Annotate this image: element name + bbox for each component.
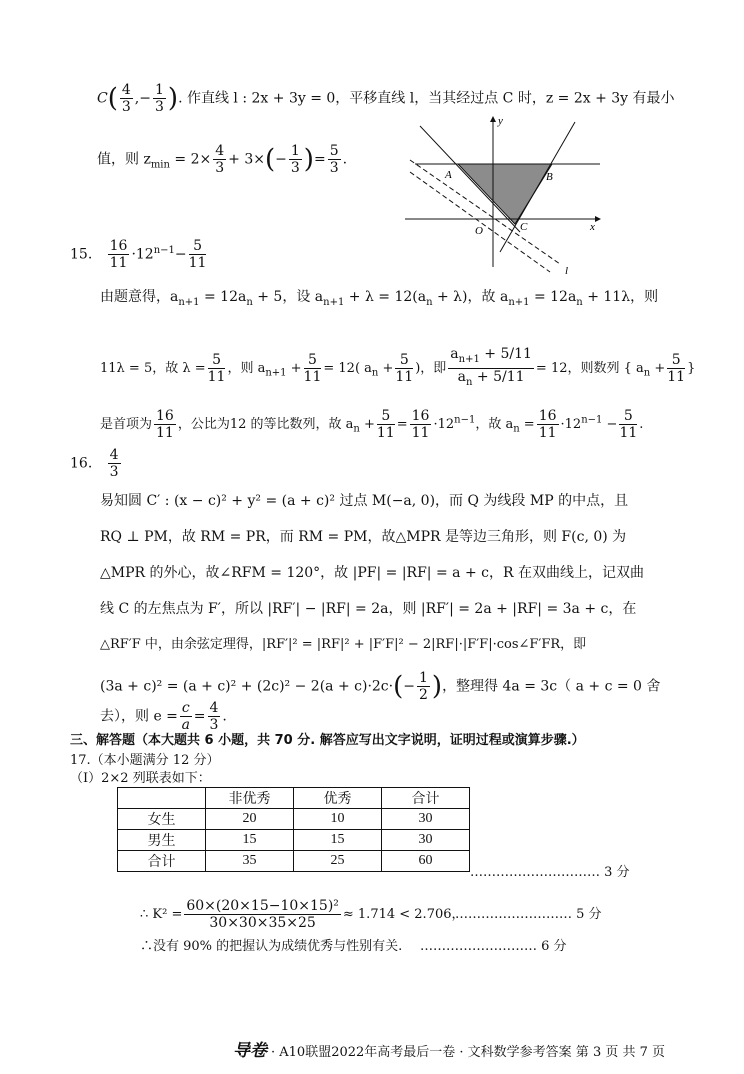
points-3: ………………………… 3 分 bbox=[470, 865, 630, 880]
fraction: $\frac{5}{11}$ bbox=[303, 351, 322, 385]
table-row bbox=[118, 830, 470, 851]
label-B: B bbox=[546, 171, 553, 183]
fraction: $\frac{\text{60×(20×15−10×15)²}}{30\times 30\times 35\times 25}$ bbox=[186, 898, 339, 931]
label-x: x bbox=[590, 221, 595, 233]
contingency-table bbox=[117, 787, 470, 872]
fraction: $\frac{5}{11}$ bbox=[376, 408, 395, 441]
table-cell: 合计 bbox=[382, 788, 470, 809]
table-cell: 20 bbox=[206, 809, 294, 830]
fraction: $\frac{5}{11}$ bbox=[395, 351, 414, 385]
fraction: $\frac{16}{11}$ bbox=[109, 238, 128, 271]
fraction: $\frac{1}{2}$ bbox=[418, 670, 428, 703]
p16-line4: 线 C 的左焦点为 F′，所以 |RF′| − |RF| = 2a，则 |RF′| = 2a + |RF| = 3a + c，在 bbox=[100, 601, 637, 617]
table-cell: 60 bbox=[382, 851, 470, 872]
p17-sub1: （Ⅰ）2×2 列联表如下： bbox=[70, 771, 211, 786]
fraction: $\frac{5}{11}$ bbox=[619, 408, 638, 441]
fraction: $\frac{4}{3}$ bbox=[109, 447, 119, 480]
fraction: $\frac{16}{11}$ bbox=[538, 408, 557, 441]
table-cell: 30 bbox=[382, 809, 470, 830]
p16-line7: 去），则 e = $\frac{c}{a}$ = $\frac{4}{3}$ . bbox=[100, 700, 227, 733]
table-cell: 男生 bbox=[118, 830, 206, 851]
p16-line1: 易知圆 C′ : (x − c)² + y² = (a + c)² 过点 M(−a, 0)，而 Q 为线段 MP 的中点，且 bbox=[100, 493, 629, 509]
p16-line3: △MPR 的外心，故∠RFM = 120°，故 |PF| = |RF| = a + c，R 在双曲线上，记双曲 bbox=[100, 565, 644, 581]
feasible-region-graph bbox=[400, 112, 610, 277]
p14-line1: C( $\frac{4}{3}$ ,− $\frac{1}{3}$ ). 作直线 l : 2x + 3y = 0，平移直线 l，当其经过点 C 时，z = 2x + 3y 有最小 bbox=[97, 82, 675, 115]
p16-line5: △RF′F 中，由余弦定理得，|RF′|² = |RF|² + |F′F|² − 2|RF|·|F′F|·cos∠F′FR，即 bbox=[100, 637, 587, 652]
p15-line3: 是首项为 $\frac{16}{11}$ ，公比为12 的等比数列，故 $a_n$ + $\frac{5}{11}$ = $\frac{16}{11}$ $\cdot 12^{n-1}$，故 $a_n$ = $\frac{16}{11}$ $\cdot 12^{n-1}$ − $\frac{5}{11}$ . bbox=[100, 408, 644, 441]
section-heading: 三、解答题（本大题共 6 小题，共 70 分. 解答应写出文字说明，证明过程或演算步骤.） bbox=[70, 733, 585, 748]
fraction: $\frac{16}{11}$ bbox=[411, 408, 430, 441]
table-row bbox=[118, 851, 470, 872]
table-cell: 10 bbox=[294, 809, 382, 830]
fraction: $\frac{5}{11}$ bbox=[188, 238, 207, 271]
fraction: $\frac{5}{3}$ bbox=[329, 143, 339, 176]
fraction: $\frac{5}{11}$ bbox=[207, 351, 226, 385]
table-cell: 30 bbox=[382, 830, 470, 851]
conclusion: ∴没有 90% 的把握认为成绩优秀与性别有关. bbox=[140, 939, 403, 954]
points-6: ……………………… 6 分 bbox=[420, 939, 567, 954]
fraction: $\frac{4}{3}$ bbox=[121, 82, 131, 115]
fraction: $\frac{1}{3}$ bbox=[290, 143, 300, 176]
table-cell bbox=[118, 788, 206, 809]
compound-fraction: $\frac{a_{n+1} + 5/11}{a_n + 5/11}$ bbox=[450, 346, 532, 388]
p15-line1: 由题意得，$a_{n+1} = 12a_n + 5$，设 $a_{n+1} + \lambda = 12(a_n + \lambda)$，故 $a_{n+1} = 12a_n + 11\lambda$，则 bbox=[100, 289, 659, 308]
table-cell: 15 bbox=[294, 830, 382, 851]
table-cell: 15 bbox=[206, 830, 294, 851]
p16-answer: 16. $\frac{4}{3}$ bbox=[70, 447, 119, 480]
fraction: $\frac{16}{11}$ bbox=[156, 408, 174, 441]
p16-line2: RQ ⊥ PM，故 RM = PR，而 RM = PM，故△MPR 是等边三角形，则 F(c, 0) 为 bbox=[100, 529, 627, 545]
p15-line2: 11λ = 5，故 λ = $\frac{5}{11}$ ，则 $a_{n+1}$ + $\frac{5}{11}$ = 12( $a_n$ + $\frac{5}{11}$ )，即 $\frac{a_{n+1} + 5/11}{a_n + 5/11}$ = 12，则数列 { $a_n$ + $\frac{5}{11}$ } bbox=[100, 346, 695, 391]
table-cell: 25 bbox=[294, 851, 382, 872]
label-O: O bbox=[475, 225, 483, 237]
table-cell: 女生 bbox=[118, 809, 206, 830]
p15-answer: 15. $\frac{16}{11}$ $\cdot 12^{n-1}-$ $\frac{5}{11}$ bbox=[70, 238, 207, 271]
points-5: ……………………… 5 分 bbox=[455, 907, 602, 922]
p17-title: 17.（本小题满分 12 分） bbox=[70, 753, 220, 768]
table-cell: 35 bbox=[206, 851, 294, 872]
fraction: $\frac{4}{3}$ bbox=[209, 700, 219, 733]
label-l: l bbox=[565, 265, 569, 277]
table-cell: 合计 bbox=[118, 851, 206, 872]
p14-line2: 值，则 $z_{min} = 2\times$ $\frac{4}{3}$ + 3×(− $\frac{1}{3}$ )= $\frac{5}{3}$ . bbox=[97, 143, 348, 176]
label-A: A bbox=[445, 169, 452, 181]
logo: 导卷 bbox=[233, 1041, 267, 1061]
shaded-region bbox=[458, 164, 552, 224]
fraction: $\frac{c}{a}$ bbox=[181, 700, 191, 733]
table-row bbox=[118, 809, 470, 830]
page-footer: 导卷 · A10联盟2022年高考最后一卷 · 文科数学参考答案 第 3 页 共 7 页 bbox=[233, 1036, 665, 1061]
fraction: $\frac{1}{3}$ bbox=[154, 82, 164, 115]
p16-line6: (3a + c)² = (a + c)² + (2c)² − 2(a + c)·2c·(− $\frac{1}{2}$ )，整理得 4a = 3c（ a + c = 0 舍 bbox=[100, 670, 661, 703]
table-cell: 非优秀 bbox=[206, 788, 294, 809]
table-header-row bbox=[118, 788, 470, 809]
label-y: y bbox=[498, 115, 503, 127]
table-cell: 优秀 bbox=[294, 788, 382, 809]
label-C: C bbox=[520, 221, 528, 233]
fraction: $\frac{4}{3}$ bbox=[215, 143, 225, 176]
k-squared-line: ∴ K² = $\frac{\text{60×(20×15−10×15)²}}{30\times 30\times 35\times 25}$ ≈ 1.714 < 2.706， bbox=[140, 898, 465, 931]
fraction: $\frac{5}{11}$ bbox=[667, 351, 686, 385]
